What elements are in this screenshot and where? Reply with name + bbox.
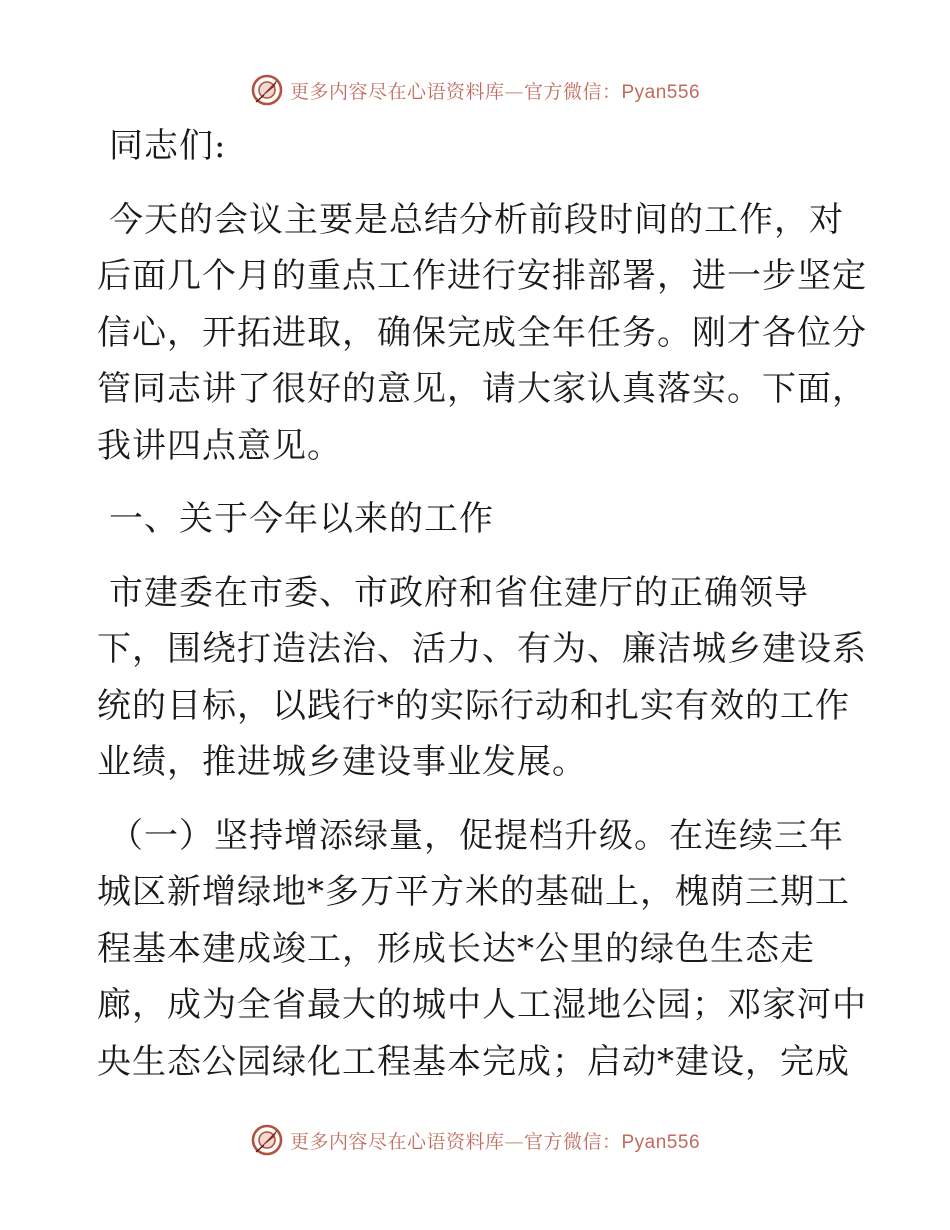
watermark-sub: 官方微信： bbox=[523, 1130, 622, 1153]
watermark-dash: — bbox=[504, 80, 524, 103]
footer-watermark-banner bbox=[0, 1118, 950, 1162]
paragraph-line: 今天的会议主要是总结分析前段时间的工作，对 bbox=[109, 199, 844, 240]
paragraph-overview bbox=[97, 565, 867, 791]
watermark-id: Pyan556 bbox=[621, 1131, 701, 1153]
document-body bbox=[97, 118, 867, 1090]
watermark-main: 更多内容尽在心语资料库 bbox=[289, 1130, 505, 1153]
paragraph-line: 信心，开拓进取，确保完成全年任务。刚才各位分 bbox=[97, 312, 867, 353]
paragraph-line: 统的目标，以践行*的实际行动和扎实有效的工作 bbox=[97, 685, 850, 726]
paragraph-line: 央生态公园绿化工程基本完成；启动*建设，完成 bbox=[97, 1041, 850, 1082]
paragraph-line: 管同志讲了很好的意见，请大家认真落实。下面， bbox=[97, 369, 867, 409]
paragraph-line: 市建委在市委、市政府和省住建厅的正确领导 bbox=[109, 572, 809, 613]
quill-logo-icon bbox=[250, 1123, 284, 1157]
quill-logo-icon bbox=[250, 73, 284, 107]
watermark-dash: — bbox=[504, 1130, 524, 1153]
paragraph-intro bbox=[97, 192, 867, 475]
heading-line: 一、关于今年以来的工作 bbox=[109, 499, 494, 539]
watermark-id: Pyan556 bbox=[621, 81, 701, 103]
watermark-text bbox=[290, 77, 700, 104]
paragraph-line: （一）坚持增添绿量，促提档升级。在连续三年 bbox=[109, 815, 844, 856]
paragraph-line: 我讲四点意见。 bbox=[97, 425, 342, 466]
paragraph-line: 业绩，推进城乡建设事业发展。 bbox=[97, 742, 587, 782]
paragraph-greening bbox=[97, 808, 867, 1091]
watermark-main: 更多内容尽在心语资料库 bbox=[289, 80, 505, 103]
paragraph-line: 城区新增绿地*多万平方米的基础上，槐荫三期工 bbox=[97, 872, 850, 912]
section-heading bbox=[97, 491, 857, 548]
header-watermark-banner bbox=[0, 68, 950, 112]
paragraph-line: 下，围绕打造法治、活力、有为、廉洁城乡建设系 bbox=[97, 629, 867, 669]
watermark-text bbox=[290, 1127, 700, 1154]
paragraph-line: 程基本建成竣工，形成长达*公里的绿色生态走 bbox=[97, 928, 815, 969]
paragraph-line: 后面几个月的重点工作进行安排部署，进一步坚定 bbox=[97, 256, 867, 296]
watermark-sub: 官方微信： bbox=[523, 80, 622, 103]
salutation: 同志们: bbox=[109, 126, 227, 166]
paragraph-line: 廊，成为全省最大的城中人工湿地公园；邓家河中 bbox=[97, 985, 867, 1025]
